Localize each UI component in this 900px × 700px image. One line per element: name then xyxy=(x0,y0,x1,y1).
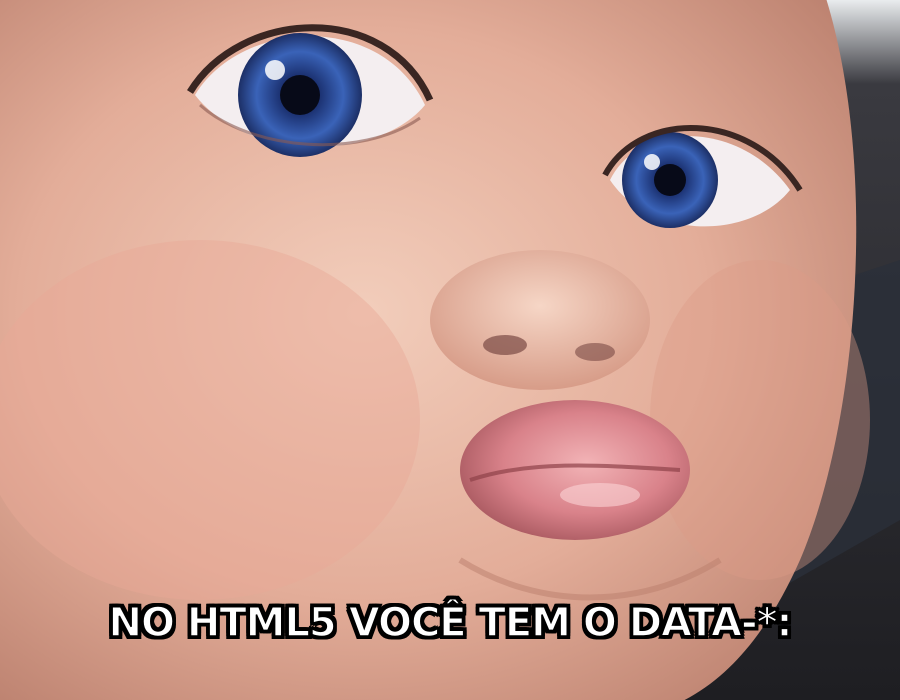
lips xyxy=(460,400,690,540)
cheek-left xyxy=(0,240,420,600)
nose xyxy=(430,250,650,390)
cheek-right xyxy=(650,260,870,580)
meme-caption: NO HTML5 VOCÊ TEM O DATA-*: xyxy=(108,600,792,646)
